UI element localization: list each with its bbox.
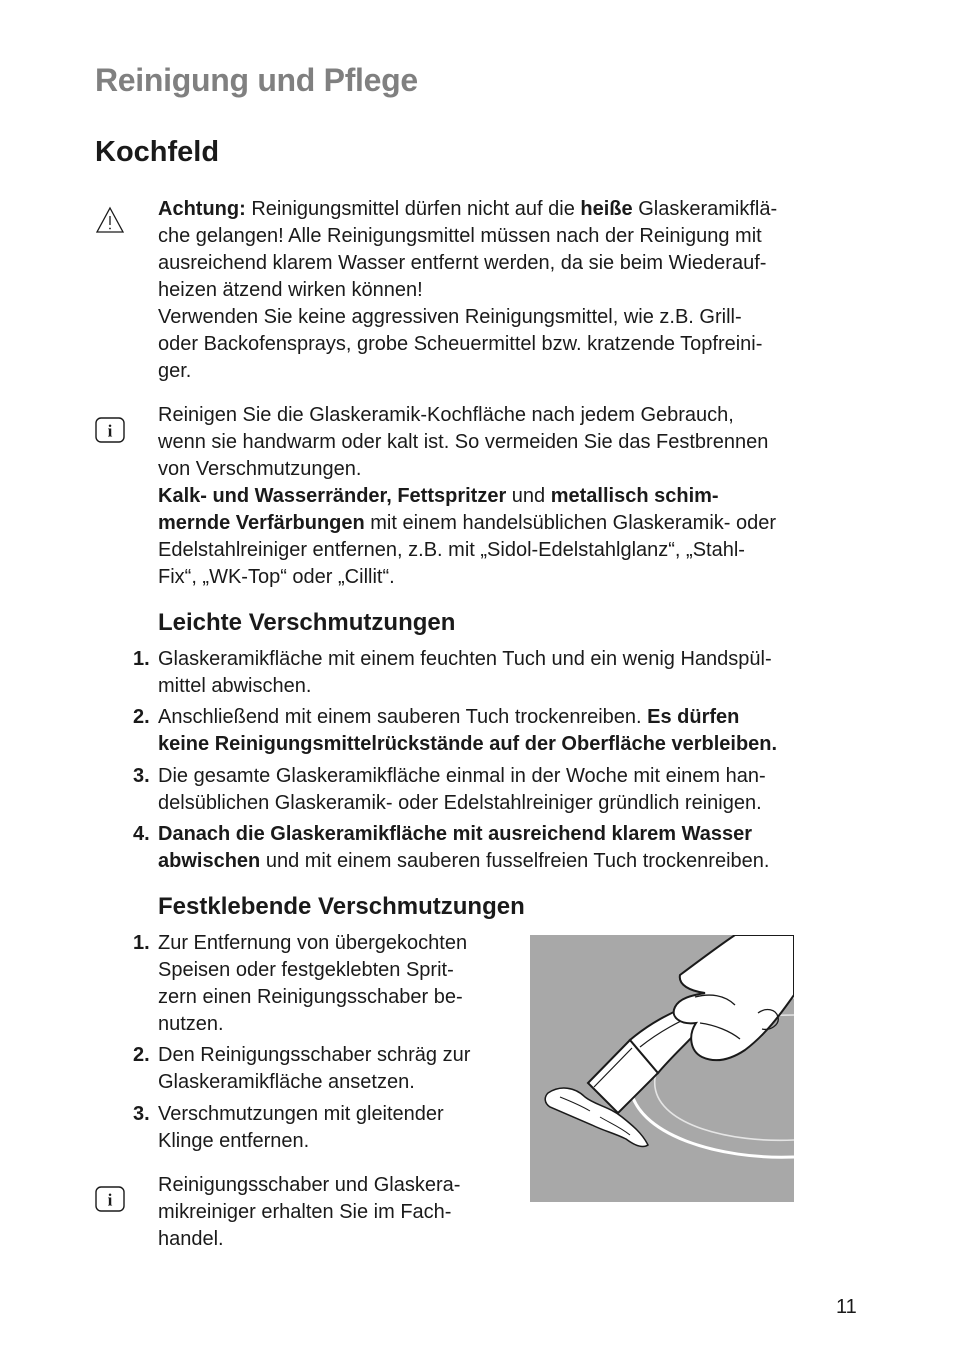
list-number: 4.	[133, 823, 150, 845]
list-item: Die gesamte Glaskeramikfläche einmal in der Woche mit einem han- delsüblichen Glaskeramik- oder Edelstahlreiniger gründlich reinigen.	[158, 765, 766, 814]
list-item: Verschmutzungen mit gleitender Klinge entfernen.	[158, 1103, 444, 1152]
list-item: Den Reinigungsschaber schräg zur Glaskeramikfläche ansetzen.	[158, 1044, 471, 1093]
warning-triangle-icon	[95, 205, 125, 231]
warning-text: Achtung: Reinigungsmittel dürfen nicht auf die heiße Glaskeramikflä- che gelangen! Alle Reinigungsmittel müssen nach der Reinigung mit ausreichend klarem Wasser entfernt werden, da sie beim Wiederauf- heizen ätzend wirken können! Verwenden Sie keine aggressiven Reinigungsmittel, wie z.B. Grill- oder Backofensprays, grobe Scheuermittel bzw. kratzende Topfreini- ger.	[158, 198, 778, 382]
list-number: 3.	[133, 1103, 150, 1125]
warning-label: Achtung:	[158, 198, 246, 220]
subsection-heading-stuck: Festklebende Verschmutzungen	[158, 893, 525, 920]
page-number: 11	[836, 1296, 857, 1318]
list-number: 2.	[133, 706, 150, 728]
list-item: Danach die Glaskeramikfläche mit ausreichend klarem Wasser abwischen und mit einem sauberen fusselfreien Tuch trockenreiben.	[158, 823, 770, 872]
list-number: 3.	[133, 765, 150, 787]
list-number: 2.	[133, 1044, 150, 1066]
subsection-heading-light: Leichte Verschmutzungen	[158, 609, 456, 636]
svg-text:i: i	[107, 421, 113, 441]
info-icon	[95, 417, 125, 443]
list-number: 1.	[133, 932, 150, 954]
scraper-illustration	[530, 935, 794, 1202]
svg-text:i: i	[107, 1190, 113, 1210]
list-number: 1.	[133, 648, 150, 670]
section-title: Kochfeld	[95, 136, 220, 168]
list-item: Glaskeramikfläche mit einem feuchten Tuch und ein wenig Handspül- mittel abwischen.	[158, 648, 772, 697]
list-item: Anschließend mit einem sauberen Tuch trockenreiben. Es dürfen keine Reinigungsmittelrückstände auf der Oberfläche verbleiben.	[158, 706, 778, 755]
page-title: Reinigung und Pflege	[95, 62, 418, 98]
info-text-1: Reinigen Sie die Glaskeramik-Kochfläche nach jedem Gebrauch, wenn sie handwarm oder kalt ist. So vermeiden Sie das Festbrennen von Verschmutzungen. Kalk- und Wasserränder, Fettspritzer und metallisch schim- mernde Verfärbungen mit einem handelsüblichen Glaskeramik- oder Edelstahlreiniger entfernen, z.B. mit „Sidol-Edelstahlglanz“, „Stahl- Fix“, „WK-Top“ oder „Cillit“.	[158, 404, 777, 588]
info-text-2: Reinigungsschaber und Glaskera- mikreiniger erhalten Sie im Fach- handel.	[158, 1174, 461, 1250]
list-item: Zur Entfernung von übergekochten Speisen oder festgeklebten Sprit- zern einen Reinigungsschaber be- nutzen.	[158, 932, 468, 1035]
info-icon	[95, 1186, 125, 1212]
